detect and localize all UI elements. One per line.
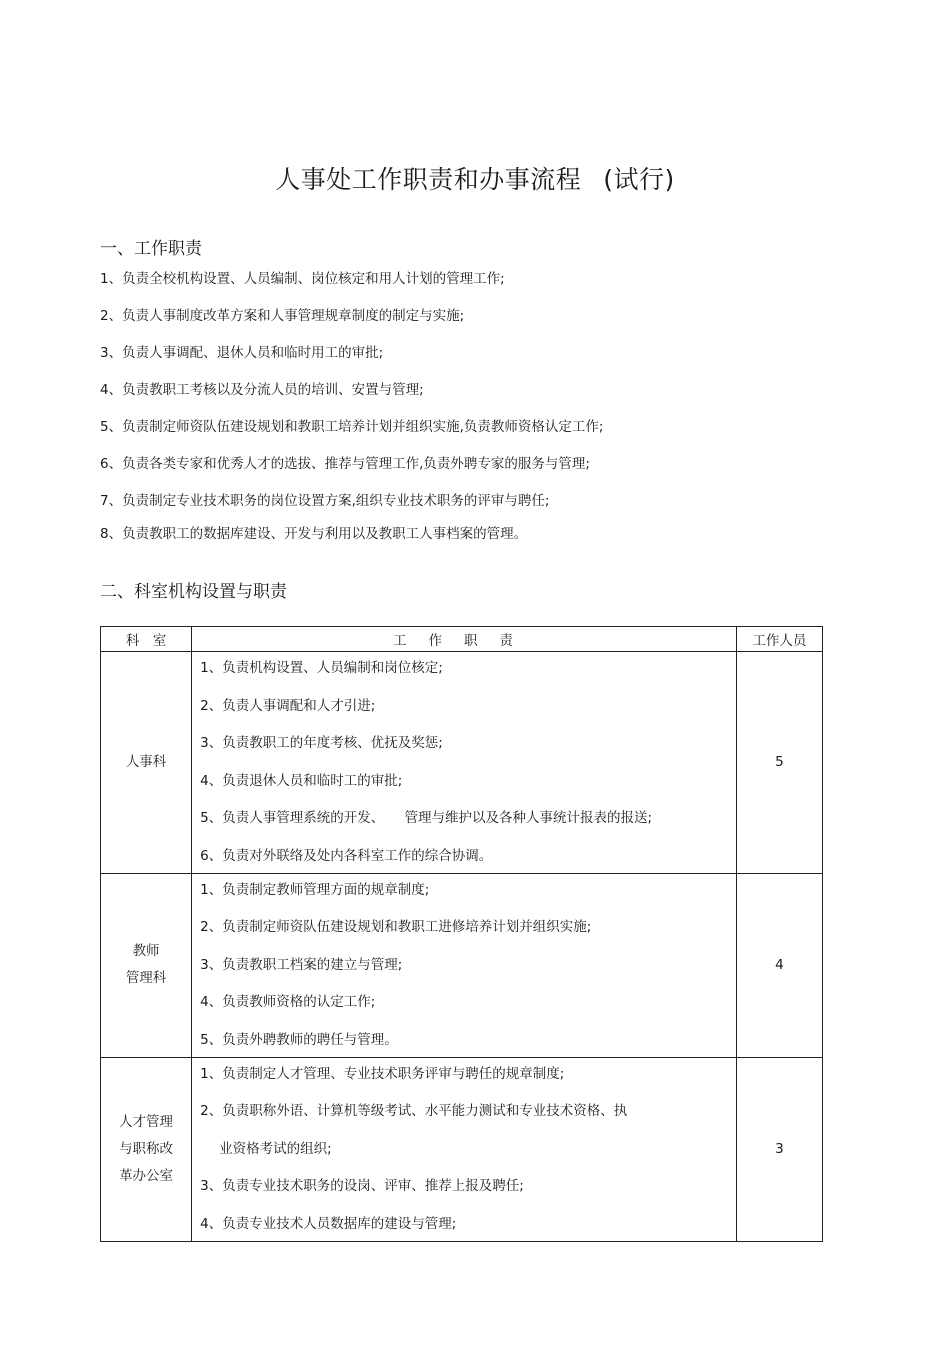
office-duty: 6、负责对外联络及处内各科室工作的综合协调。 bbox=[200, 847, 493, 864]
duty-item: 2、负责人事制度改革方案和人事管理规章制度的制定与实施; bbox=[100, 308, 465, 324]
office-duty: 2、负责职称外语、计算机等级考试、水平能力测试和专业技术资格、执 bbox=[200, 1103, 628, 1119]
office-duty: 4、负责专业技术人员数据库的建设与管理; bbox=[200, 1215, 457, 1232]
document-title bbox=[0, 160, 950, 196]
office-name: 革办公室 bbox=[119, 1167, 174, 1184]
office-name-cell bbox=[101, 1057, 192, 1241]
duty-item: 5、负责制定师资队伍建设规划和教职工培养计划并组织实施,负责教师资格认定工作; bbox=[100, 419, 604, 435]
office-duty: 5、负责人事管理系统的开发、 管理与维护以及各种人事统计报表的报送; bbox=[200, 810, 653, 826]
section2-heading: 二、科室机构设置与职责 bbox=[100, 582, 287, 602]
office-name-cell bbox=[101, 652, 192, 874]
office-duty: 3、负责教职工档案的建立与管理; bbox=[200, 956, 403, 973]
office-duty: 4、负责教师资格的认定工作; bbox=[200, 994, 376, 1010]
duty-item: 8、负责教职工的数据库建设、开发与利用以及教职工人事档案的管理。 bbox=[100, 526, 528, 542]
office-name: 管理科 bbox=[125, 970, 167, 986]
office-name: 人事科 bbox=[125, 753, 167, 770]
duty-item: 3、负责人事调配、退休人员和临时用工的审批; bbox=[100, 345, 384, 361]
office-duty: 3、负责专业技术职务的设岗、评审、推荐上报及聘任; bbox=[200, 1178, 524, 1194]
table-row bbox=[101, 652, 823, 874]
title-suffix: (试行) bbox=[603, 165, 675, 194]
duty-cell bbox=[192, 873, 737, 1057]
duty-list bbox=[100, 270, 860, 562]
staff-count: 3 bbox=[736, 1057, 822, 1241]
header-staff: 工作人员 bbox=[736, 627, 822, 652]
duty-item: 7、负责制定专业技术职务的岗位设置方案,组织专业技术职务的评审与聘任; bbox=[100, 493, 550, 509]
office-duty: 1、负责机构设置、人员编制和岗位核定; bbox=[200, 660, 443, 676]
office-name-cell bbox=[101, 873, 192, 1057]
staff-count: 5 bbox=[736, 652, 822, 874]
office-name: 教师 bbox=[132, 943, 160, 959]
duty-item: 6、负责各类专家和优秀人才的选拔、推荐与管理工作,负责外聘专家的服务与管理; bbox=[100, 456, 590, 472]
office-duty: 4、负责退休人员和临时工的审批; bbox=[200, 772, 403, 789]
office-name: 人才管理 bbox=[119, 1113, 174, 1130]
office-duty: 2、负责人事调配和人才引进; bbox=[200, 697, 376, 714]
office-duty: 1、负责制定人才管理、专业技术职务评审与聘任的规章制度; bbox=[200, 1065, 565, 1082]
staff-count: 4 bbox=[736, 873, 822, 1057]
table-header-row bbox=[101, 627, 823, 652]
section1-heading: 一、工作职责 bbox=[100, 239, 202, 259]
title-main: 人事处工作职责和办事流程 bbox=[275, 165, 582, 194]
table-row bbox=[101, 1057, 823, 1241]
office-duty: 2、负责制定师资队伍建设规划和教职工进修培养计划并组织实施; bbox=[200, 919, 592, 935]
duty-cell bbox=[192, 652, 737, 874]
office-duty: 5、负责外聘教师的聘任与管理。 bbox=[200, 1031, 398, 1048]
office-name: 与职称改 bbox=[119, 1140, 174, 1157]
table-row bbox=[101, 873, 823, 1057]
office-table bbox=[100, 626, 823, 1242]
office-duty-continuation: 业资格考试的组织; bbox=[219, 1140, 332, 1157]
office-duty: 1、负责制定教师管理方面的规章制度; bbox=[200, 881, 430, 898]
duty-cell bbox=[192, 1057, 737, 1241]
duty-item: 1、负责全校机构设置、人员编制、岗位核定和用人计划的管理工作; bbox=[100, 271, 505, 287]
header-office: 科 室 bbox=[101, 627, 192, 652]
office-duty: 3、负责教职工的年度考核、优抚及奖惩; bbox=[200, 735, 443, 751]
header-duties: 工作职责 bbox=[192, 627, 737, 652]
duty-item: 4、负责教职工考核以及分流人员的培训、安置与管理; bbox=[100, 382, 424, 398]
